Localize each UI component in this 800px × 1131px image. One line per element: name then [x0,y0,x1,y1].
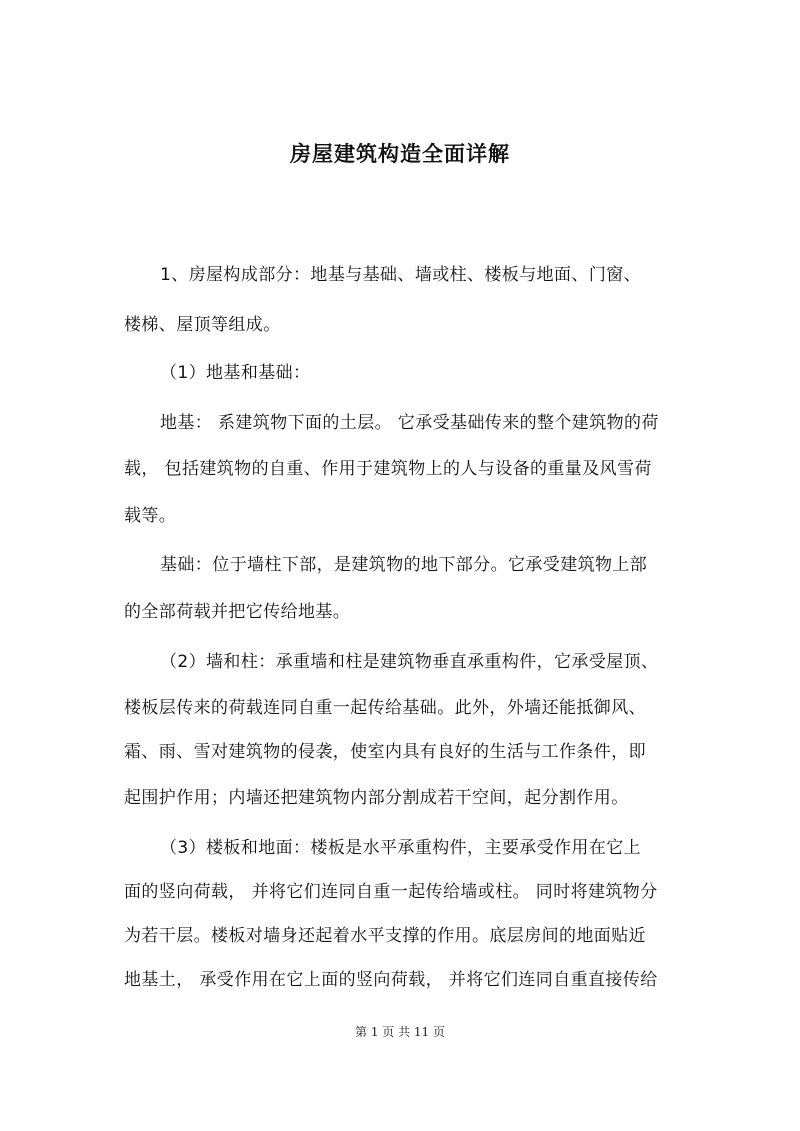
paragraph-line: 载， 包括建筑物的自重、作用于建筑物上的人与设备的重量及风雪荷 [124,459,652,479]
paragraph-line: 地基土， 承受作用在它上面的竖向荷载， 并将它们连同自重直接传给 [124,970,658,990]
paragraph-line: （2）墙和柱：承重墙和柱是建筑物垂直承重构件，它承受屋顶、 [160,652,659,672]
paragraph-line: 的全部荷载并把它传给地基。 [124,602,351,622]
paragraph-line: 基础：位于墙柱下部，是建筑物的地下部分。它承受建筑物上部 [160,555,648,575]
paragraph-line: 载等。 [124,506,177,526]
paragraph-line: 楼板层传来的荷载连同自重一起传给基础。此外，外墙还能抵御风、 [124,698,646,718]
paragraph-line: （3）楼板和地面：楼板是水平承重构件，主要承受作用在它上 [160,838,642,858]
paragraph-line: 地基： 系建筑物下面的土层。 它承受基础传来的整个建筑物的荷 [160,413,659,433]
page-footer: 第 1 页 共 11 页 [355,1025,445,1039]
paragraph-line: 起围护作用；内墙还把建筑物内部分割成若干空间，起分割作用。 [124,788,629,808]
paragraph-line: 为若干层。楼板对墙身还起着水平支撑的作用。底层房间的地面贴近 [124,926,646,946]
paragraph-line: 面的竖向荷载， 并将它们连同自重一起传给墙或柱。 同时将建筑物分 [124,882,658,902]
paragraph-line: 楼梯、屋顶等组成。 [124,315,281,335]
paragraph-line: 1、房屋构成部分：地基与基础、墙或柱、楼板与地面、门窗、 [160,265,642,285]
paragraph-line: （1）地基和基础： [160,363,311,383]
paragraph-line: 霜、雨、雪对建筑物的侵袭，使室内具有良好的生活与工作条件，即 [124,742,646,762]
document-title: 房屋建筑构造全面详解 [290,142,510,166]
